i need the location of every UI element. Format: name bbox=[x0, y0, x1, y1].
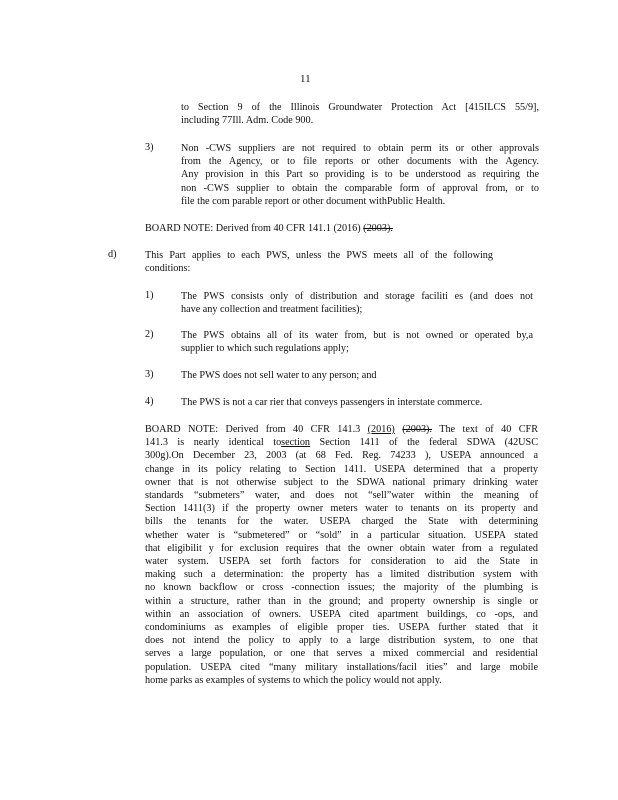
text-line: whether water is “submetered” or “sold” in a particular situation. USEPA stated bbox=[145, 529, 538, 541]
text-line: serves a large population, or one that serves a mixed commercial and residential bbox=[145, 648, 538, 660]
struck-year: (2003). bbox=[402, 424, 432, 435]
text-line: change in its policy relating to Section 1411. USEPA determined that a property bbox=[145, 463, 538, 475]
text-line: The PWS is not a car rier that conveys passengers in interstate commerce. bbox=[181, 397, 483, 408]
inserted-word: section bbox=[281, 437, 311, 449]
text-line: bills the tenants for the water. USEPA charged the State with determining bbox=[145, 516, 538, 528]
page-number: 11 bbox=[300, 73, 311, 85]
text-line: The PWS consists only of distribution and storage faciliti es (and does not bbox=[181, 291, 533, 302]
condition-number: 3) bbox=[145, 369, 154, 380]
board-note-text: BOARD NOTE: Derived from 40 CFR 141.3 bbox=[145, 424, 361, 435]
text-line: does not intend the policy to apply to a large distribution system, to one that bbox=[145, 635, 538, 647]
text-line: The PWS obtains all of its water from, but is not owned or operated by,a bbox=[181, 330, 533, 341]
text-line bbox=[145, 423, 538, 436]
continuation-text bbox=[181, 101, 539, 127]
text-line: home parks as examples of systems to which the policy would not apply. bbox=[145, 674, 442, 686]
text-line: standards “submeters” water, and does not “sell”water within the meaning of bbox=[145, 490, 538, 502]
text-line bbox=[145, 436, 538, 449]
text-line: file the com parable report or other document withPublic Health. bbox=[181, 195, 446, 207]
text-line: condominiums as examples of eligible proper ties. USEPA further stated that it bbox=[145, 622, 538, 634]
text-line: Any provision in this Part so providing is to be understood as requiring the bbox=[181, 169, 539, 181]
text-line: population. USEPA cited “many military installations/facil ities” and large mobile bbox=[145, 661, 538, 673]
text-line: 300g).On December 23, 2003 (at 68 Fed. Reg. 74233 ), USEPA announced a bbox=[145, 450, 538, 462]
text-line: within an association of owners. USEPA cited apartment buildings, co -ops, and bbox=[145, 608, 538, 620]
text-line: owner that is not otherwise subject to the SDWA national primary drinking water bbox=[145, 476, 538, 488]
text-line: including 77Ill. Adm. Code 900. bbox=[181, 115, 314, 127]
text-line: that eligibilit y for exclusion requires that the owner obtain water from a regulated bbox=[145, 542, 538, 554]
text-line: Non -CWS suppliers are not required to obtain perm its or other approvals bbox=[181, 143, 539, 154]
subsection-label: d) bbox=[108, 249, 117, 260]
condition-1-text bbox=[181, 290, 533, 316]
text-line: water system. USEPA set forth factors for consideration to aid the State in bbox=[145, 556, 538, 568]
board-note-1 bbox=[145, 222, 545, 235]
board-note-2 bbox=[145, 423, 538, 687]
text-line: within a structure, rather than in the ground; and property ownership is single or bbox=[145, 595, 538, 607]
condition-4-text bbox=[181, 396, 533, 409]
condition-number: 2) bbox=[145, 329, 154, 340]
board-note-text: Section 1411 of the federal SDWA (42USC bbox=[319, 437, 538, 449]
item-number: 3) bbox=[145, 142, 154, 153]
subsection-d-text bbox=[145, 249, 493, 275]
struck-year: (2003). bbox=[363, 223, 393, 234]
board-note-text: The text of 40 CFR bbox=[439, 424, 538, 435]
text-line: supplier to which such regulations apply; bbox=[181, 343, 349, 355]
board-note-text: BOARD NOTE: Derived from 40 CFR 141.1 (2016) bbox=[145, 223, 361, 234]
text-line: making such a determination: the property has a limited distribution system with bbox=[145, 569, 538, 581]
item-3-text bbox=[181, 142, 539, 208]
text-line: The PWS does not sell water to any person; and bbox=[181, 370, 377, 381]
text-line: have any collection and treatment facilities); bbox=[181, 304, 363, 316]
text-line: from the Agency, or to file reports or other documents with the Agency. bbox=[181, 156, 539, 168]
text-line: no known backflow or cross -connection issues; the majority of the plumbing is bbox=[145, 582, 538, 594]
text-line: This Part applies to each PWS, unless the PWS meets all of the following bbox=[145, 250, 493, 261]
condition-3-text bbox=[181, 369, 533, 382]
text-line: to Section 9 of the Illinois Groundwater Protection Act [415ILCS 55/9], bbox=[181, 102, 539, 113]
board-note-text: 141.3 is nearly identical to bbox=[145, 437, 282, 449]
condition-number: 4) bbox=[145, 396, 154, 407]
text-line: non -CWS supplier to obtain the comparable form of approval from, or to bbox=[181, 182, 539, 194]
amended-year: (2016) bbox=[367, 424, 395, 435]
text-line: conditions: bbox=[145, 263, 191, 275]
condition-2-text bbox=[181, 329, 533, 355]
condition-number: 1) bbox=[145, 290, 154, 301]
text-line: Section 1411(3) if the property owner meters water to tenants on its property and bbox=[145, 503, 538, 515]
